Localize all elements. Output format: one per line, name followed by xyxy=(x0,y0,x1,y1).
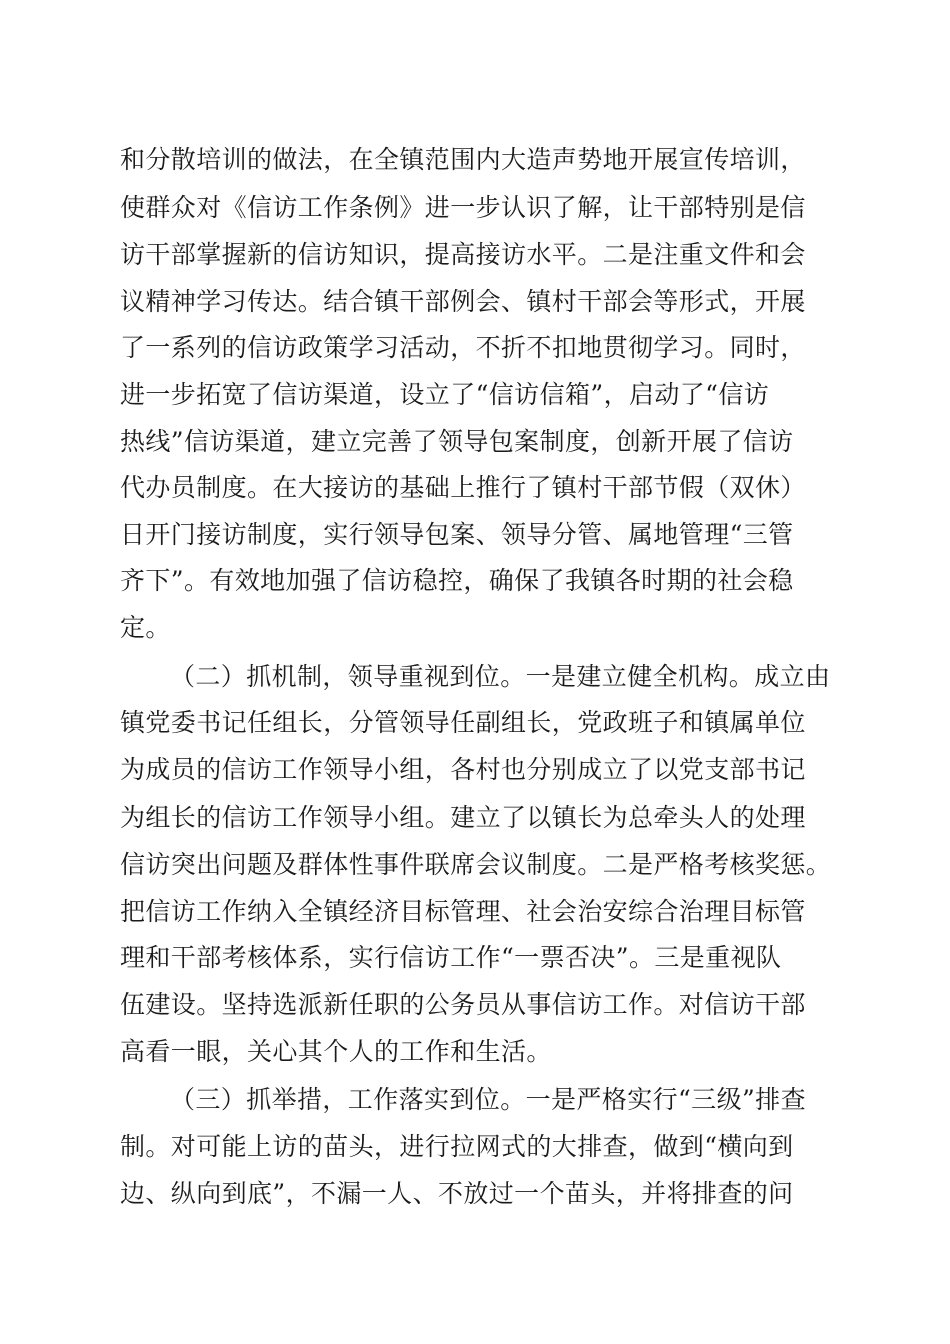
text-line: 理和干部考核体系，实行信访工作“一票否决”。三是重视队 xyxy=(120,943,782,972)
section-heading-line: （三）抓举措，工作落实到位。一是严格实行“三级”排查 xyxy=(170,1085,806,1114)
text-line: 信访突出问题及群体性事件联席会议制度。二是严格考核奖惩。 xyxy=(120,850,832,879)
text-line: 齐下”。有效地加强了信访稳控，确保了我镇各时期的社会稳 xyxy=(120,566,794,595)
text-line: 镇党委书记任组长，分管领导任副组长，党政班子和镇属单位 xyxy=(120,708,806,737)
text-line: 访干部掌握新的信访知识，提高接访水平。二是注重文件和会 xyxy=(120,240,806,269)
text-line: 定。 xyxy=(120,613,171,642)
text-line: 和分散培训的做法，在全镇范围内大造声势地开展宣传培训， xyxy=(120,145,806,174)
text-line: 热线”信访渠道，建立完善了领导包案制度，创新开展了信访 xyxy=(120,427,794,456)
text-line: 使群众对《信访工作条例》进一步认识了解，让干部特别是信 xyxy=(120,193,806,222)
text-line: 把信访工作纳入全镇经济目标管理、社会治安综合治理目标管 xyxy=(120,897,806,926)
text-line: 为成员的信访工作领导小组，各村也分别成立了以党支部书记 xyxy=(120,755,806,784)
text-line: 为组长的信访工作领导小组。建立了以镇长为总牵头人的处理 xyxy=(120,803,806,832)
text-line: 代办员制度。在大接访的基础上推行了镇村干部节假（双休） xyxy=(120,473,806,502)
text-line: 高看一眼，关心其个人的工作和生活。 xyxy=(120,1037,552,1066)
text-line: 了一系列的信访政策学习活动，不折不扣地贯彻学习。同时， xyxy=(120,333,806,362)
text-line: 制。对可能上访的苗头，进行拉网式的大排查，做到“横向到 xyxy=(120,1132,794,1161)
text-line: 伍建设。坚持选派新任职的公务员从事信访工作。对信访干部 xyxy=(120,990,806,1019)
text-line: 边、纵向到底”，不漏一人、不放过一个苗头，并将排查的问 xyxy=(120,1179,794,1208)
section-heading-line: （二）抓机制，领导重视到位。一是建立健全机构。成立由 xyxy=(170,662,831,691)
text-line: 进一步拓宽了信访渠道，设立了“信访信箱”，启动了“信访 xyxy=(120,380,770,409)
text-line: 议精神学习传达。结合镇干部例会、镇村干部会等形式，开展 xyxy=(120,287,806,316)
text-line: 日开门接访制度，实行领导包案、领导分管、属地管理“三管 xyxy=(120,520,794,549)
